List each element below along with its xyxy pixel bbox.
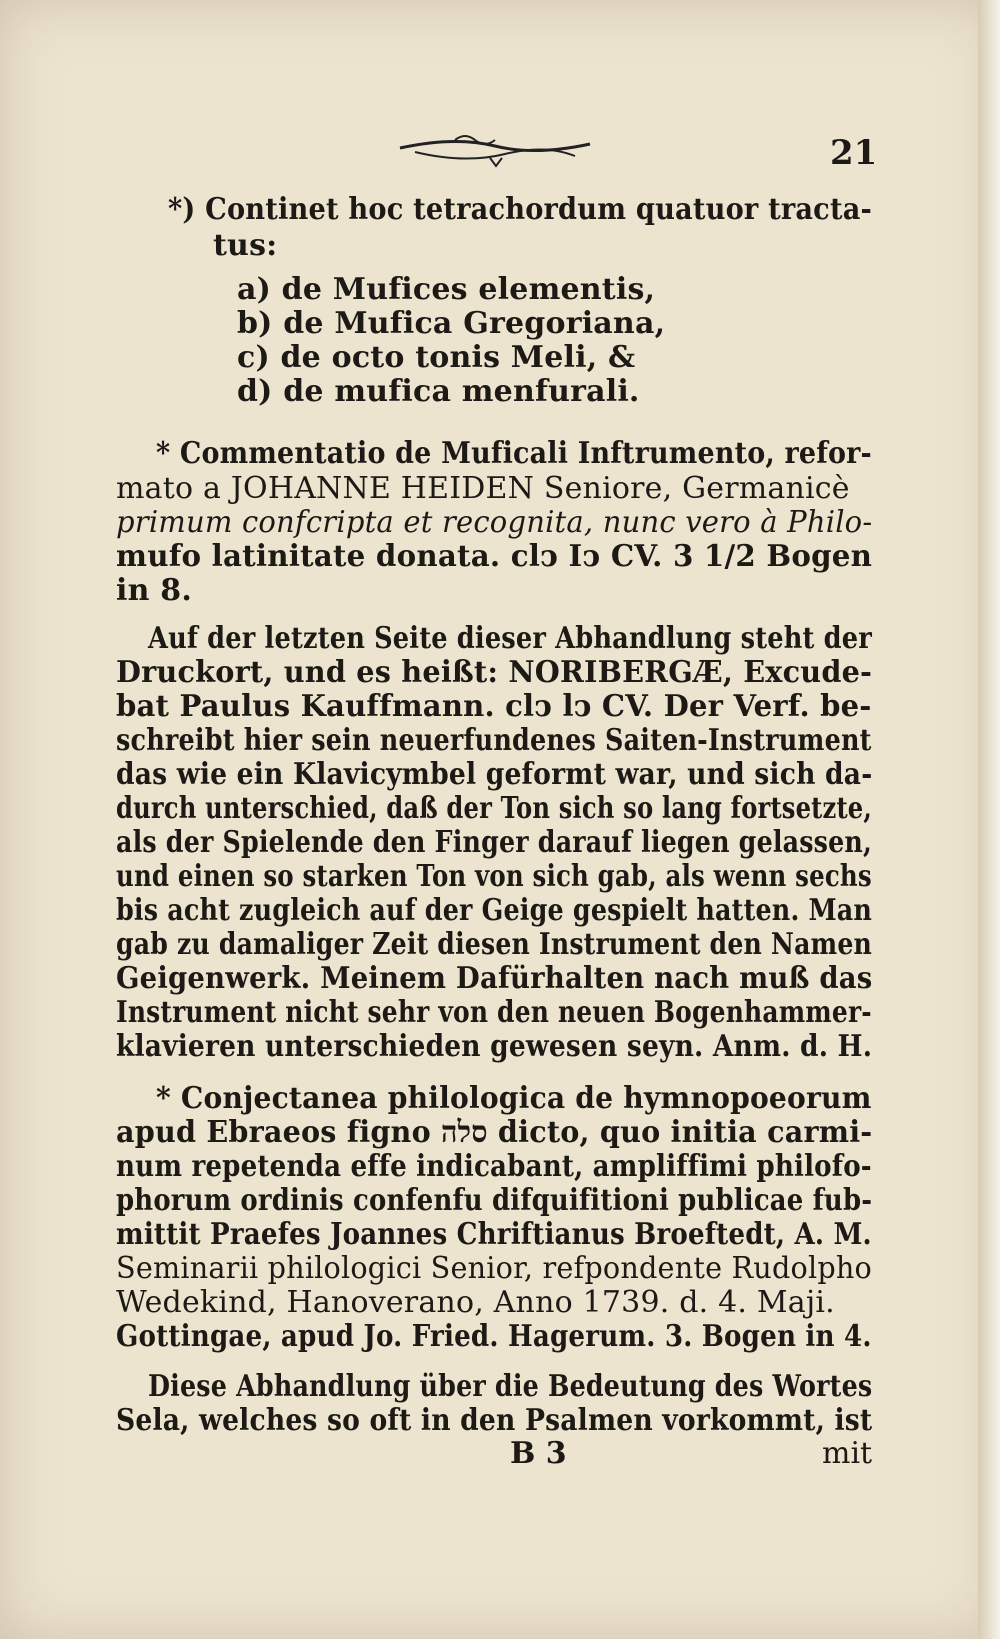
text-line: primum confcripta et recognita, nunc vero à Philo-: [116, 505, 873, 540]
text-line: klavieren unterschieden gewesen seyn. Anm. d. H.: [116, 1029, 873, 1064]
catchword: mit: [822, 1436, 873, 1471]
text-line: d) de mufica menfurali.: [237, 374, 640, 409]
text-line: mufo latinitate donata. clↄ Iↄ CV. 3 1/2 Bogen: [116, 539, 873, 574]
text-line: mato a JOHANNE HEIDEN Seniore, Germanicè: [116, 471, 850, 506]
text-line: num repetenda effe indicabant, ampliffimi philofo-: [116, 1149, 872, 1184]
text-line: phorum ordinis confenfu difquifitioni publicae fub-: [116, 1183, 873, 1218]
page-edge: [978, 0, 1000, 1639]
text-line: schreibt hier sein neuerfundenes Saiten-Instrument: [116, 723, 872, 758]
text-line: Instrument nicht sehr von den neuen Bogenhammer-: [116, 995, 872, 1030]
text-line: bat Paulus Kauffmann. clↄ lↄ CV. Der Verf. be-: [116, 689, 872, 724]
text-line: Diese Abhandlung über die Bedeutung des Wortes: [148, 1369, 873, 1404]
text-line: b) de Mufica Gregoriana,: [237, 306, 666, 341]
header-ornament: [395, 130, 595, 170]
text-line: das wie ein Klavicymbel geformt war, und sich da-: [116, 757, 873, 792]
text-line: in 8.: [116, 573, 192, 608]
text-line: Seminarii philologici Senior, refpondente Rudolpho: [116, 1251, 872, 1286]
text-line: Geigenwerk. Meinem Dafürhalten nach muß das: [116, 961, 873, 996]
page-number: 21: [830, 133, 878, 173]
text-line: Gottingae, apud Jo. Fried. Hagerum. 3. Bogen in 4.: [116, 1319, 872, 1354]
text-line: * Conjectanea philologica de hymnopoeorum: [156, 1081, 872, 1116]
text-line: *) Continet hoc tetrachordum quatuor tracta-: [168, 192, 872, 227]
text-line: tus:: [213, 228, 278, 263]
text-line: Sela, welches so oft in den Psalmen vorkommt, ist: [116, 1403, 873, 1438]
text-line: als der Spielende den Finger darauf liegen gelassen,: [116, 825, 873, 860]
text-line: durch unterschied, daß der Ton sich so lang fortsetzte,: [116, 791, 872, 826]
text-line: apud Ebraeos figno סלה dicto, quo initia carmi-: [116, 1115, 873, 1150]
signature-mark: B 3: [510, 1436, 567, 1471]
text-line: mittit Praefes Joannes Chriftianus Broeftedt, A. M.: [116, 1217, 872, 1252]
text-line: Wedekind, Hanoverano, Anno 1739. d. 4. Maji.: [116, 1285, 835, 1320]
text-line: und einen so starken Ton von sich gab, als wenn sechs: [116, 859, 872, 894]
text-line: c) de octo tonis Meli, &: [237, 340, 636, 375]
text-line: * Commentatio de Muficali Inftrumento, refor-: [156, 436, 872, 471]
text-line: bis acht zugleich auf der Geige gespielt hatten. Man: [116, 893, 873, 928]
text-line: gab zu damaliger Zeit diesen Instrument den Namen: [116, 927, 873, 962]
text-line: Auf der letzten Seite dieser Abhandlung steht der: [148, 621, 872, 656]
text-line: Druckort, und es heißt: NORIBERGÆ, Excude-: [116, 655, 873, 690]
text-line: a) de Mufices elementis,: [237, 272, 656, 307]
